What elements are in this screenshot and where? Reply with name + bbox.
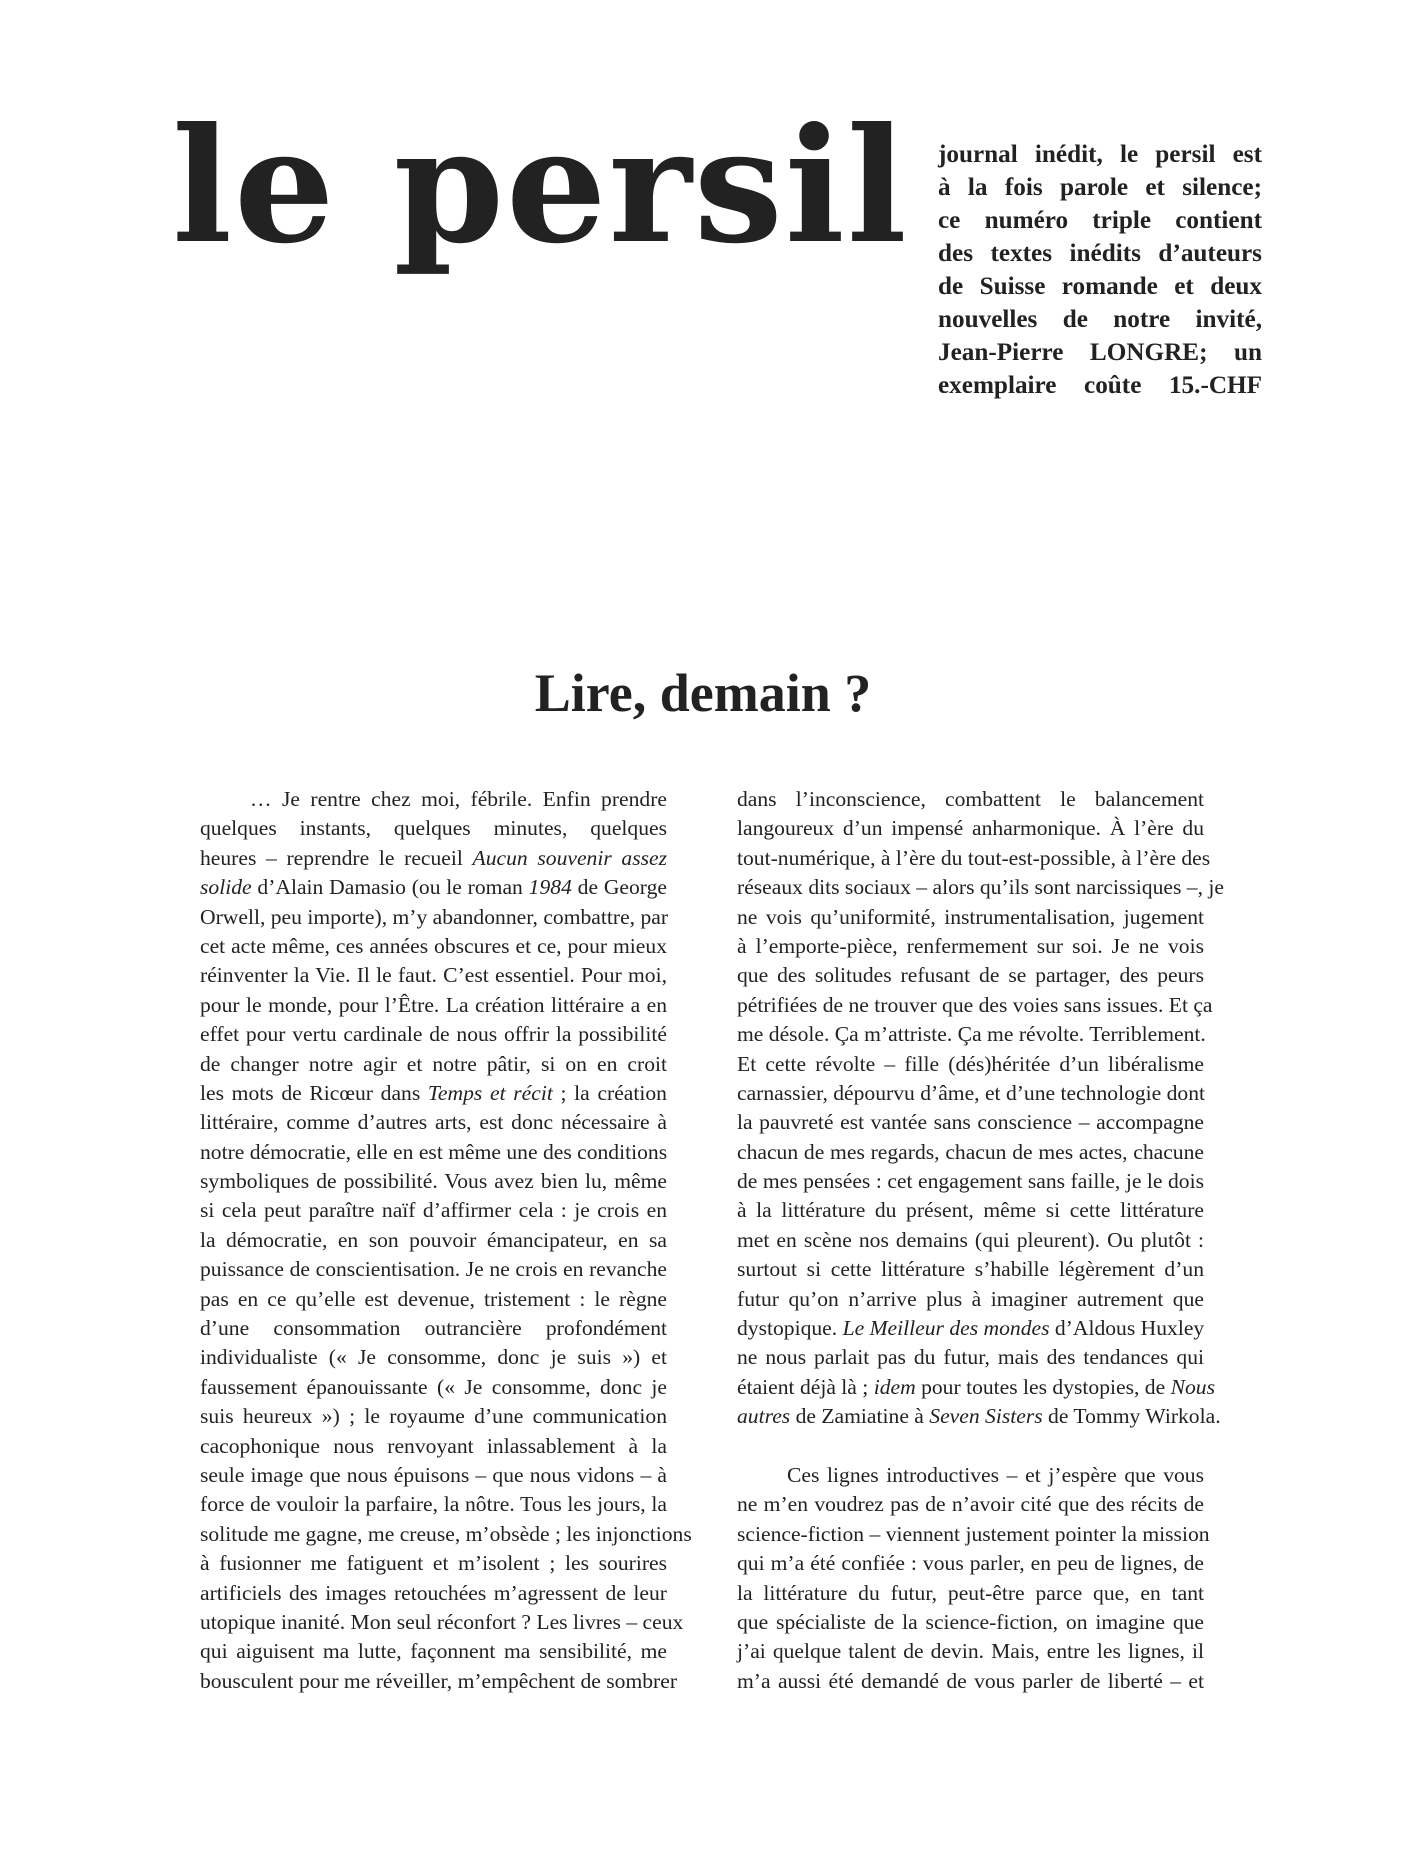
text-line: artificiels des images retouchées m’agressent de leur [200, 1580, 667, 1605]
text-line: que des solitudes refusant de se partager, des peurs [737, 963, 1204, 988]
blurb-line: nouvelles de notre invité, [938, 306, 1262, 333]
text-line: dans l’inconscience, combattent le balancement [737, 787, 1204, 811]
text-line: quelques instants, quelques minutes, quelques [200, 816, 667, 841]
blurb-line: journal inédit, le persil est [938, 141, 1262, 168]
text-line: réseaux dits sociaux – alors qu’ils sont narcissiques –, je [737, 875, 1224, 900]
masthead-blurb [938, 138, 1262, 402]
text-line: solide d’Alain Damasio (ou le roman 1984 de George [200, 875, 667, 900]
text-line [737, 1432, 1204, 1461]
text-line: les mots de Ricœur dans Temps et récit ; la création [200, 1080, 667, 1105]
text-line: langoureux d’un impensé anharmonique. À l’ère du [737, 816, 1204, 841]
text-line: pour le monde, pour l’Être. La création littéraire a en [200, 992, 667, 1017]
text-line: ne vois qu’uniformité, instrumentalisation, jugement [737, 904, 1204, 929]
text-line: seule image que nous épuisons – que nous vidons – à [200, 1462, 667, 1487]
text-line: que spécialiste de la science-fiction, on imagine que [737, 1609, 1204, 1634]
blurb-line: des textes inédits d’auteurs [938, 240, 1262, 267]
text-line: qui m’a été confiée : vous parler, en peu de lignes, de [737, 1551, 1204, 1576]
text-line: à la littérature du présent, même si cette littérature [737, 1198, 1204, 1223]
text-line: j’ai quelque talent de devin. Mais, entre les lignes, il [737, 1639, 1204, 1664]
text-line: pas en ce qu’elle est devenue, tristement : le règne [200, 1286, 667, 1311]
text-line: réinventer la Vie. Il le faut. C’est essentiel. Pour moi, [200, 963, 667, 988]
text-line: met en scène nos demains (qui pleurent). Ou plutôt : [737, 1227, 1204, 1252]
article-column-left [200, 785, 692, 1696]
text-line: tout-numérique, à l’ère du tout-est-possible, à l’ère des [737, 845, 1211, 870]
text-line: Orwell, peu importe), m’y abandonner, combattre, par [200, 904, 669, 929]
text-line: à l’emporte-pièce, renfermement sur soi. Je ne vois [737, 933, 1204, 958]
text-line: chacun de mes regards, chacun de mes actes, chacune [737, 1139, 1204, 1164]
text-line: Ces lignes introductives – et j’espère que vous [787, 1462, 1204, 1487]
text-line: bousculent pour me réveiller, m’empêchent de sombrer [200, 1668, 678, 1693]
text-line: la démocratie, en son pouvoir émancipateur, en sa [200, 1227, 667, 1252]
text-line: cet acte même, ces années obscures et ce, pour mieux [200, 933, 667, 958]
text-line: carnassier, dépourvu d’âme, et d’une technologie dont [737, 1080, 1206, 1105]
text-line: science-fiction – viennent justement pointer la mission [737, 1521, 1210, 1546]
text-line: si cela peut paraître naïf d’affirmer cela : je crois en [200, 1198, 667, 1223]
text-line: la littérature du futur, peut-être parce que, en tant [737, 1580, 1204, 1605]
text-line: force de vouloir la parfaire, la nôtre. Tous les jours, la [200, 1492, 667, 1517]
text-line: étaient déjà là ; idem pour toutes les dystopies, de Nous [737, 1374, 1215, 1399]
article-column-right [737, 785, 1224, 1696]
text-line: pétrifiées de ne trouver que des voies sans issues. Et ça [737, 992, 1213, 1017]
blurb-line: exemplaire coûte 15.-CHF [938, 372, 1262, 399]
text-line: notre démocratie, elle en est même une des conditions [200, 1139, 668, 1164]
text-line: ne m’en voudrez pas de n’avoir cité que des récits de [737, 1492, 1204, 1517]
text-line: utopique inanité. Mon seul réconfort ? Les livres – ceux [200, 1609, 684, 1634]
text-line: suis heureux ») ; le royaume d’une communication [200, 1404, 667, 1429]
text-line: … Je rentre chez moi, fébrile. Enfin prendre [250, 787, 667, 811]
text-line: de changer notre agir et notre pâtir, si on en croit [200, 1051, 667, 1076]
text-line: heures – reprendre le recueil Aucun souvenir assez [200, 845, 668, 870]
text-line: Et cette révolte – fille (dés)héritée d’un libéralisme [737, 1051, 1204, 1076]
text-line: dystopique. Le Meilleur des mondes d’Aldous Huxley [737, 1316, 1205, 1341]
masthead-title: le persil [172, 94, 909, 279]
blurb-line: de Suisse romande et deux [938, 273, 1262, 300]
text-line: puissance de conscientisation. Je ne crois en revanche [200, 1257, 667, 1282]
text-line: qui aiguisent ma lutte, façonnent ma sensibilité, me [200, 1639, 667, 1664]
text-line: futur qu’on n’arrive plus à imaginer autrement que [737, 1286, 1204, 1311]
text-line: individualiste (« Je consomme, donc je suis ») et [200, 1345, 667, 1370]
text-line: ne nous parlait pas du futur, mais des tendances qui [737, 1345, 1204, 1370]
text-line: littéraire, comme d’autres arts, est donc nécessaire à [200, 1110, 667, 1135]
text-line: à fusionner me fatiguent et m’isolent ; les sourires [200, 1551, 667, 1576]
text-line: autres de Zamiatine à Seven Sisters de Tommy Wirkola. [737, 1404, 1221, 1429]
text-line: de mes pensées : cet engagement sans faille, je le dois [737, 1169, 1204, 1194]
blurb-line: Jean-Pierre LONGRE; un [938, 339, 1262, 366]
text-line: cacophonique nous renvoyant inlassablement à la [200, 1433, 667, 1458]
text-line: symboliques de possibilité. Vous avez bien lu, même [200, 1169, 667, 1194]
text-line: faussement épanouissante (« Je consomme, donc je [200, 1374, 667, 1399]
text-line: surtout si cette littérature s’habille légèrement d’un [737, 1257, 1204, 1282]
text-line: solitude me gagne, me creuse, m’obsède ; les injonctions [200, 1521, 692, 1546]
text-line: effet pour vertu cardinale de nous offrir la possibilité [200, 1022, 667, 1047]
text-line: la pauvreté est vantée sans conscience – accompagne [737, 1110, 1204, 1135]
article-title: Lire, demain ? [534, 663, 872, 723]
text-line: m’a aussi été demandé de vous parler de liberté – et [737, 1668, 1204, 1693]
blurb-line: ce numéro triple contient [938, 207, 1262, 234]
blurb-line: à la fois parole et silence; [938, 174, 1262, 201]
text-line: d’une consommation outrancière profondément [200, 1316, 667, 1341]
text-line: me désole. Ça m’attriste. Ça me révolte. Terriblement. [737, 1022, 1206, 1047]
